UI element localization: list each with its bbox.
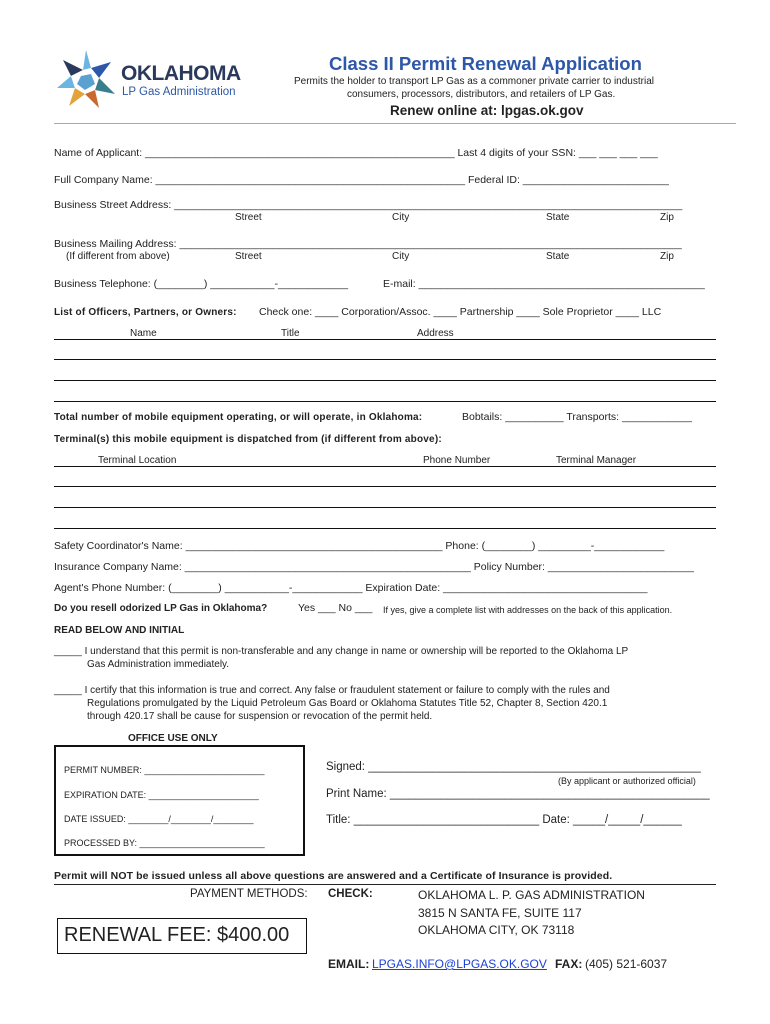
business-telephone-field[interactable]: Business Telephone: (________) ___________-____________ [54,278,349,290]
insurance-company-field[interactable]: Insurance Company Name: _________________________________________________ Policy Number: _________________________ [54,561,694,573]
initial-item-1-line-2: Gas Administration immediately. [87,659,230,670]
initial-item-2-line-2: Regulations promulgated by the Liquid Petroleum Gas Board or Oklahoma Statutes Title 52, Chapter 8, Section 420.1 [87,698,608,709]
mailing-sub-zip: Zip [660,251,674,262]
mailing-sub-street: Street [235,251,262,262]
permit-number-field: PERMIT NUMBER: ________________________ [64,765,265,775]
fax-number: (405) 521-6037 [585,957,668,971]
check-label: CHECK: [328,888,373,900]
title-date-field[interactable]: Title: _____________________________ Date: _____/_____/______ [326,814,682,826]
processed-by-field: PROCESSED BY: _________________________ [64,838,265,848]
office-use-heading: OFFICE USE ONLY [128,733,218,744]
renewal-fee-box [57,918,307,954]
terminal-col-phone: Phone Number [423,455,491,466]
resell-question: Do you resell odorized LP Gas in Oklahoma? [54,603,268,614]
mailing-address-line-3: OKLAHOMA CITY, OK 73118 [418,923,575,937]
certificate-warning: Permit will NOT be issued unless all above questions are answered and a Certificate of Insurance is provided. [54,870,613,882]
terminal-header-line [54,466,716,467]
mailing-note: (If different from above) [66,251,170,262]
fax-label: FAX: [555,957,583,971]
expiration-date-field: EXPIRATION DATE: ______________________ [64,790,259,800]
mailing-address-field[interactable]: Business Mailing Address: ______________________________________________________________________________________ [54,238,682,250]
logo-subtitle: LP Gas Administration [122,86,236,98]
signed-note: (By applicant or authorized official) [558,776,696,786]
mailing-address-line-1: OKLAHOMA L. P. GAS ADMINISTRATION [418,888,645,902]
officers-col-address: Address [417,328,454,339]
equipment-counts-field[interactable]: Bobtails: __________ Transports: ____________ [462,411,693,423]
signed-field[interactable]: Signed: ____________________________________________________ [326,761,701,773]
equipment-label: Total number of mobile equipment operating, or will operate, in Oklahoma: [54,412,423,423]
initial-item-1-line-1[interactable]: _____ I understand that this permit is non-transferable and any change in name or ownership will be reported to the Oklahoma LP [54,646,629,657]
agency-logo [55,48,255,110]
email-link[interactable]: LPGAS.INFO@LPGAS.OK.GOV [372,957,547,971]
officers-row-line[interactable] [54,359,716,360]
terminal-col-location: Terminal Location [98,455,177,466]
office-use-box [54,745,305,856]
agent-phone-field[interactable]: Agent's Phone Number: (________) ___________-____________ Expiration Date: ___________________________________ [54,582,648,594]
mailing-sub-city: City [392,251,410,262]
initials-heading: READ BELOW AND INITIAL [54,625,185,636]
street-sub-city: City [392,212,410,223]
payment-methods-label: PAYMENT METHODS: [190,888,308,900]
renew-online-text: Renew online at: lpgas.ok.gov [390,103,584,118]
date-issued-field: DATE ISSUED: ________/________/________ [64,814,254,824]
renewal-fee: RENEWAL FEE: $400.00 [64,924,290,946]
page-title: Class II Permit Renewal Application [329,53,642,74]
logo-name: OKLAHOMA [121,62,241,85]
officers-col-title: Title [281,328,300,339]
terminal-row-line[interactable] [54,507,716,508]
mailing-sub-state: State [546,251,570,262]
street-sub-state: State [546,212,570,223]
star-logo-icon [55,48,117,110]
applicant-name-field[interactable]: Name of Applicant: _____________________________________________________ Last 4 digits of your SSN: ___ ___ ___ ___ [54,147,658,159]
entity-type-options[interactable]: Check one: ____ Corporation/Assoc. ____ Partnership ____ Sole Proprietor ____ LLC [259,306,662,318]
terminal-row-line[interactable] [54,528,716,529]
officers-header-line [54,339,716,340]
officers-row-line[interactable] [54,380,716,381]
header-divider [54,123,736,124]
title-subtitle-2: consumers, processors, distributors, and retailers of LP Gas. [347,89,616,100]
mailing-address-line-2: 3815 N SANTA FE, SUITE 117 [418,906,582,920]
print-name-field[interactable]: Print Name: __________________________________________________ [326,788,710,800]
street-sub-street: Street [235,212,262,223]
officers-label: List of Officers, Partners, or Owners: [54,307,237,318]
title-subtitle-1: Permits the holder to transport LP Gas as a commoner private carrier to industrial [294,76,654,87]
company-name-field[interactable]: Full Company Name: _____________________________________________________ Federal ID: _________________________ [54,174,669,186]
terminal-col-manager: Terminal Manager [556,455,637,466]
email-field[interactable]: E-mail: _________________________________________________ [383,278,705,290]
officers-row-line[interactable] [54,401,716,402]
resell-answer-field[interactable]: Yes ___ No ___ [298,602,373,614]
street-sub-zip: Zip [660,212,674,223]
resell-note: If yes, give a complete list with addresses on the back of this application. [383,605,673,615]
email-label: EMAIL: [328,957,370,971]
terminal-label: Terminal(s) this mobile equipment is dispatched from (if different from above): [54,434,442,445]
initial-item-2-line-3: through 420.17 shall be cause for suspension or revocation of the permit held. [87,711,433,722]
street-address-field[interactable]: Business Street Address: _______________________________________________________________________________________ [54,199,683,211]
warning-underline [54,884,716,885]
safety-coordinator-field[interactable]: Safety Coordinator's Name: ____________________________________________ Phone: (________) _________-____________ [54,540,665,552]
initial-item-2-line-1[interactable]: _____ I certify that this information is true and correct. Any false or fraudulent statement or failure to comply with the rules and [54,685,610,696]
officers-col-name: Name [130,328,157,339]
terminal-row-line[interactable] [54,486,716,487]
